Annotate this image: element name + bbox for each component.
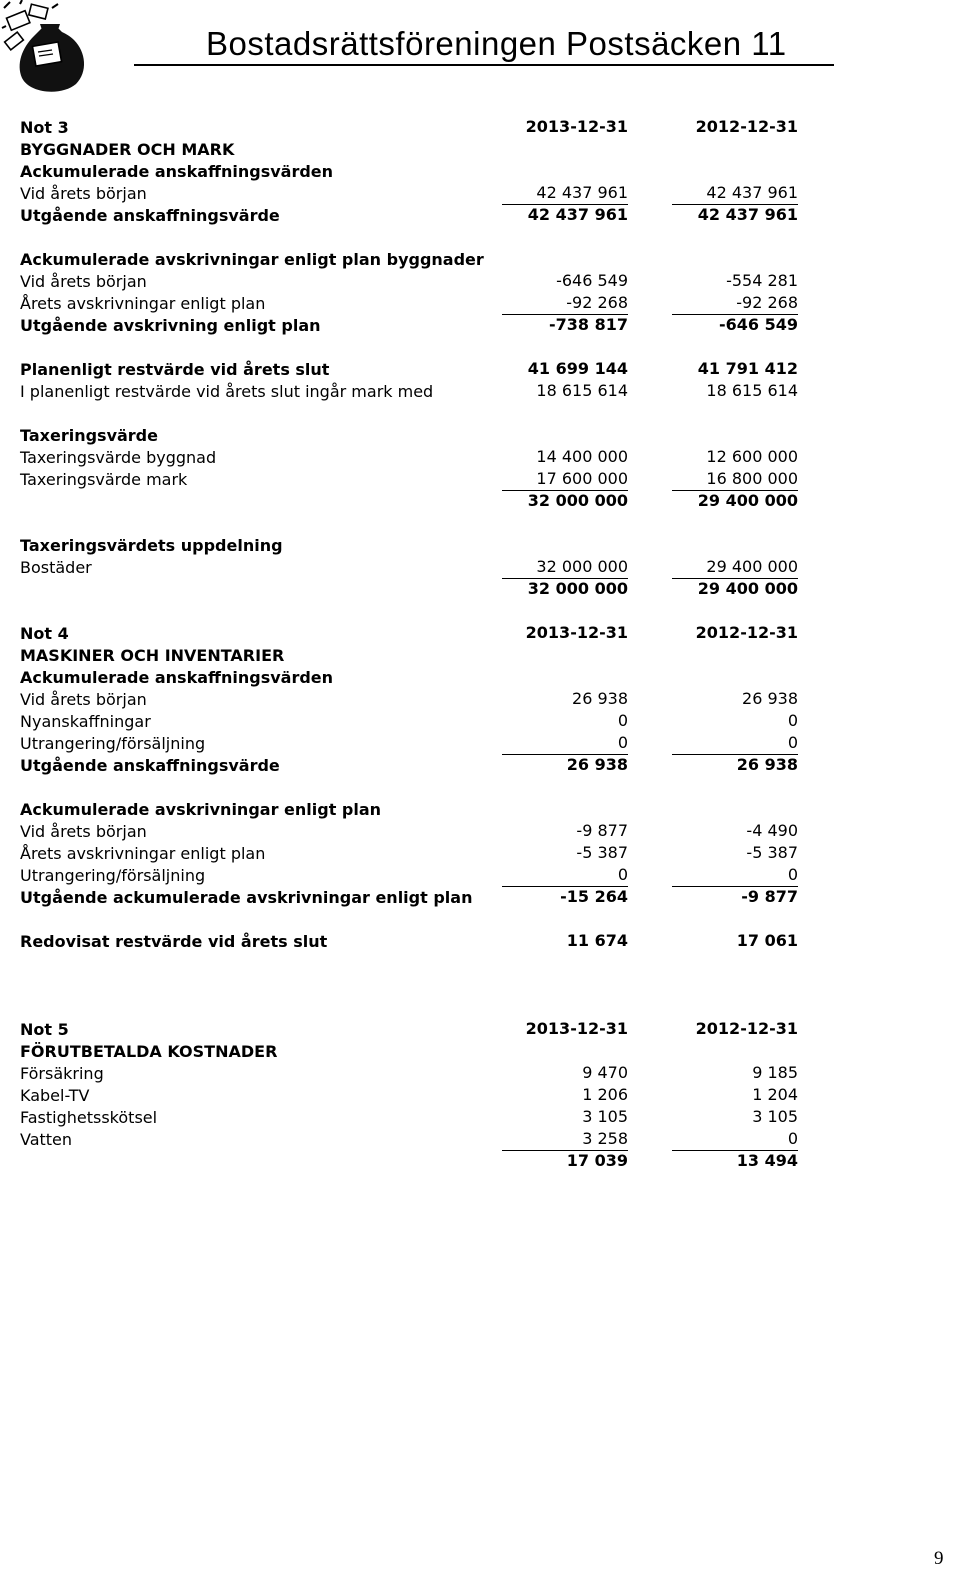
row-label: Vid årets början [20,822,147,841]
value-2012: -4 490 [746,821,798,840]
table-row [20,557,800,579]
value-2012: 3 105 [752,1107,798,1126]
table-row [20,579,800,601]
table-row [20,645,800,667]
value-2012: 2012-12-31 [695,623,798,642]
page-number: 9 [934,1548,944,1569]
value-2013: 11 674 [566,931,628,950]
table-row [20,711,800,733]
row-label: Utrangering/försäljning [20,866,206,885]
value-2013: 41 699 144 [527,359,628,378]
row-label: Vid årets början [20,184,147,203]
table-row [20,623,800,645]
table-row [20,535,800,557]
value-2012: 0 [672,1129,798,1151]
value-2012: 16 800 000 [672,469,798,491]
table-row [20,359,800,381]
row-label: Årets avskrivningar enligt plan [20,294,266,313]
row-label: Planenligt restvärde vid årets slut [20,360,330,379]
table-row [20,469,800,491]
value-2013: 32 000 000 [502,557,628,579]
table-row [20,293,800,315]
row-label: Utgående anskaffningsvärde [20,756,280,775]
row-label: Redovisat restvärde vid årets slut [20,932,328,951]
value-2013: -92 268 [502,293,628,315]
value-2013: 3 105 [582,1107,628,1126]
value-2012: 26 938 [736,755,798,774]
spacer [20,337,800,359]
row-label: MASKINER OCH INVENTARIER [20,646,285,665]
spacer [20,403,800,425]
spacer [20,777,800,799]
row-label: Utgående anskaffningsvärde [20,206,280,225]
table-row [20,799,800,821]
value-2012: 29 400 000 [697,579,798,598]
value-2013: 17 039 [566,1151,628,1170]
row-label: Vatten [20,1130,73,1149]
value-2013: 0 [502,733,628,755]
row-label: Taxeringsvärde mark [20,470,188,489]
table-row [20,381,800,403]
table-row [20,1151,800,1173]
value-2013: 1 206 [582,1085,628,1104]
value-2012: 9 185 [752,1063,798,1082]
value-2013: -738 817 [548,315,628,334]
table-row [20,425,800,447]
value-2013: -5 387 [576,843,628,862]
value-2012: 42 437 961 [672,183,798,205]
row-label: BYGGNADER OCH MARK [20,140,235,159]
table-row [20,733,800,755]
table-row [20,755,800,777]
value-2013: 14 400 000 [536,447,628,466]
row-label: Utrangering/försäljning [20,734,206,753]
spacer [20,909,800,931]
spacer [20,953,800,1019]
table-row [20,271,800,293]
header-title: Bostadsrättsföreningen Postsäcken 11 [206,25,787,62]
row-label: Ackumulerade avskrivningar enligt plan [20,800,382,819]
row-label: FÖRUTBETALDA KOSTNADER [20,1042,278,1061]
row-label: Not 3 [20,118,69,137]
table-row [20,667,800,689]
value-2013: -9 877 [576,821,628,840]
value-2012: 0 [672,865,798,887]
table-row [20,887,800,909]
value-2012: 17 061 [736,931,798,950]
table-row [20,821,800,843]
value-2012: 41 791 412 [697,359,798,378]
value-2013: 18 615 614 [536,381,628,400]
value-2012: 42 437 961 [697,205,798,224]
value-2013: -15 264 [560,887,628,906]
value-2013: 2013-12-31 [525,117,628,136]
row-label: Vid årets början [20,690,147,709]
value-2013: 42 437 961 [527,205,628,224]
table-row [20,249,800,271]
value-2013: 9 470 [582,1063,628,1082]
page-header [134,24,834,66]
row-label: Bostäder [20,558,92,577]
table-row [20,183,800,205]
value-2012: 26 938 [742,689,798,708]
spacer [20,227,800,249]
value-2012: 29 400 000 [697,491,798,510]
table-row [20,491,800,513]
value-2013: 26 938 [572,689,628,708]
row-label: Kabel-TV [20,1086,90,1105]
notes-table [20,117,800,1173]
value-2012: 2012-12-31 [695,1019,798,1038]
value-2013: 26 938 [566,755,628,774]
row-label: Not 4 [20,624,69,643]
value-2012: 2012-12-31 [695,117,798,136]
table-row [20,865,800,887]
table-row [20,1041,800,1063]
row-label: Försäkring [20,1064,104,1083]
row-label: Utgående avskrivning enligt plan [20,316,321,335]
value-2012: 1 204 [752,1085,798,1104]
row-label: Ackumulerade anskaffningsvärden [20,162,334,181]
value-2012: -554 281 [726,271,798,290]
row-label: Taxeringsvärde [20,426,158,445]
table-row [20,139,800,161]
value-2012: 12 600 000 [706,447,798,466]
table-row [20,447,800,469]
row-label: Vid årets början [20,272,147,291]
row-label: I planenligt restvärde vid årets slut ingår mark med [20,382,434,401]
spacer [20,601,800,623]
row-label: Ackumulerade avskrivningar enligt plan byggnader [20,250,484,269]
value-2012: 29 400 000 [672,557,798,579]
row-label: Taxeringsvärde byggnad [20,448,217,467]
value-2012: -5 387 [746,843,798,862]
value-2012: -92 268 [672,293,798,315]
value-2012: 0 [672,733,798,755]
row-label: Fastighetsskötsel [20,1108,158,1127]
table-row [20,1063,800,1085]
spacer [20,513,800,535]
row-label: Utgående ackumulerade avskrivningar enligt plan [20,888,473,907]
value-2012: 0 [787,711,798,730]
value-2012: 18 615 614 [706,381,798,400]
value-2013: 32 000 000 [527,491,628,510]
value-2013: 3 258 [502,1129,628,1151]
row-label: Nyanskaffningar [20,712,151,731]
table-row [20,1107,800,1129]
row-label: Årets avskrivningar enligt plan [20,844,266,863]
table-row [20,931,800,953]
value-2013: 2013-12-31 [525,623,628,642]
value-2013: 0 [617,711,628,730]
value-2012: -9 877 [741,887,798,906]
row-label: Taxeringsvärdets uppdelning [20,536,283,555]
table-row [20,843,800,865]
value-2013: 32 000 000 [527,579,628,598]
value-2012: -646 549 [718,315,798,334]
value-2013: 17 600 000 [502,469,628,491]
table-row [20,315,800,337]
table-row [20,161,800,183]
value-2013: 0 [502,865,628,887]
logo [0,0,100,100]
table-row [20,117,800,139]
value-2013: 2013-12-31 [525,1019,628,1038]
table-row [20,1129,800,1151]
table-row [20,1019,800,1041]
value-2013: 42 437 961 [502,183,628,205]
row-label: Ackumulerade anskaffningsvärden [20,668,334,687]
table-row [20,689,800,711]
table-row [20,205,800,227]
row-label: Not 5 [20,1020,69,1039]
table-row [20,1085,800,1107]
value-2013: -646 549 [556,271,628,290]
value-2012: 13 494 [736,1151,798,1170]
